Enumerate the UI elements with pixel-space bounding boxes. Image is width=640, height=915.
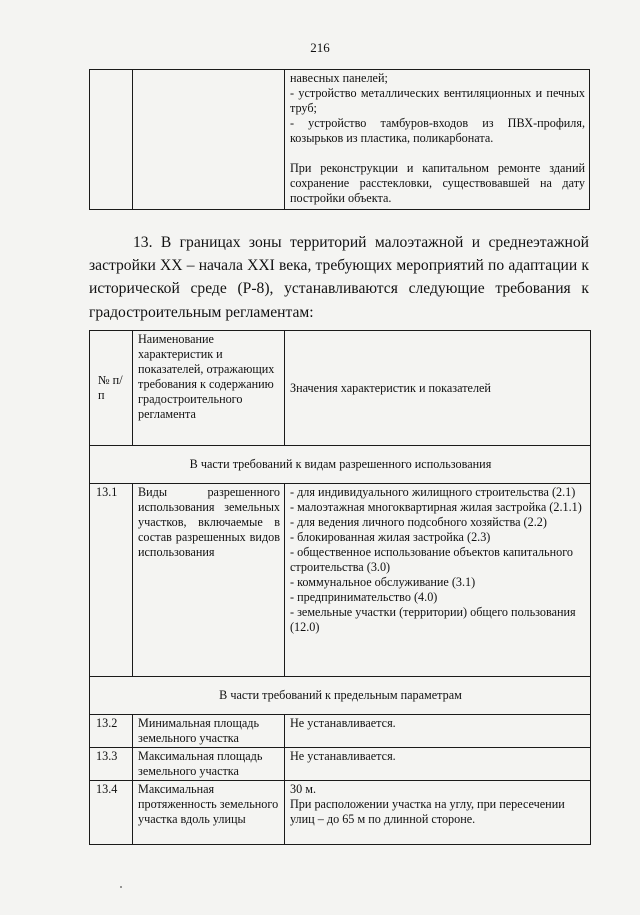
header-name: Наименование характеристик и показателей, отражающих требования к содержанию градостроительного регламента bbox=[133, 331, 285, 446]
text-line: навесных панелей; bbox=[290, 71, 388, 85]
section-paragraph bbox=[89, 231, 589, 324]
section-title: В части требований к видам разрешенного использования bbox=[90, 446, 591, 484]
list-item: - для ведения личного подсобного хозяйства (2.2) bbox=[290, 515, 547, 529]
row-num: 13.1 bbox=[90, 484, 133, 677]
text-line: - устройство металлических вентиляционных и печных труб; bbox=[290, 86, 585, 115]
row-name: Максимальная площадь земельного участка bbox=[133, 748, 285, 781]
cell-name bbox=[133, 70, 285, 210]
header-num: № п/п bbox=[90, 331, 133, 446]
blank-line bbox=[290, 146, 585, 161]
list-item: - малоэтажная многоквартирная жилая застройка (2.1.1) bbox=[290, 500, 582, 514]
row-num: 13.2 bbox=[90, 715, 133, 748]
regulations-table bbox=[89, 330, 591, 845]
continuation-table bbox=[89, 69, 590, 210]
row-num: 13.4 bbox=[90, 781, 133, 845]
list-item: - земельные участки (территории) общего пользования (12.0) bbox=[290, 605, 576, 634]
row-name: Виды разрешенного использования земельных участков, включаемые в состав разрешенных видов использования bbox=[133, 484, 285, 677]
table-row bbox=[90, 715, 591, 748]
list-item: - для индивидуального жилищного строительства (2.1) bbox=[290, 485, 576, 499]
table-row bbox=[90, 748, 591, 781]
section-title: В части требований к предельным параметрам bbox=[90, 677, 591, 715]
section-row bbox=[90, 446, 591, 484]
cell-num bbox=[90, 70, 133, 210]
list-item: - коммунальное обслуживание (3.1) bbox=[290, 575, 476, 589]
text-line: - устройство тамбуров-входов из ПВХ-профиля, козырьков из пластика, поликарбоната. bbox=[290, 116, 585, 145]
row-name: Минимальная площадь земельного участка bbox=[133, 715, 285, 748]
row-value: Не устанавливается. bbox=[285, 748, 591, 781]
page-number: 216 bbox=[310, 40, 330, 55]
list-item: - общественное использование объектов капитального строительства (3.0) bbox=[290, 545, 574, 574]
table-row bbox=[90, 484, 591, 677]
list-item: - предпринимательство (4.0) bbox=[290, 590, 438, 604]
cell-value bbox=[285, 70, 590, 210]
scan-speck bbox=[120, 886, 122, 888]
list-item: - блокированная жилая застройка (2.3) bbox=[290, 530, 491, 544]
text-line: При реконструкции и капитальном ремонте зданий сохранение расстекловки, существовавшей на дату постройки объекта. bbox=[290, 161, 585, 205]
value-line: При расположении участка на углу, при пересечении улиц – до 65 м по длинной стороне. bbox=[290, 797, 565, 826]
row-value bbox=[285, 484, 591, 677]
table-row bbox=[90, 781, 591, 845]
row-value: Не устанавливается. bbox=[285, 715, 591, 748]
row-name: Максимальная протяженность земельного участка вдоль улицы bbox=[133, 781, 285, 845]
section-row bbox=[90, 677, 591, 715]
row-value bbox=[285, 781, 591, 845]
table-row bbox=[90, 70, 590, 210]
paragraph-text: 13. В границах зоны территорий малоэтажной и среднеэтажной застройки XX – начала XXI века, требующих мероприятий по адаптации к исторической среде (Р-8), устанавливаются следующие требования к градостроительным регламентам: bbox=[89, 234, 589, 321]
value-line: 30 м. bbox=[290, 782, 316, 796]
header-value: Значения характеристик и показателей bbox=[285, 331, 591, 446]
row-num: 13.3 bbox=[90, 748, 133, 781]
table-header-row bbox=[90, 331, 591, 446]
